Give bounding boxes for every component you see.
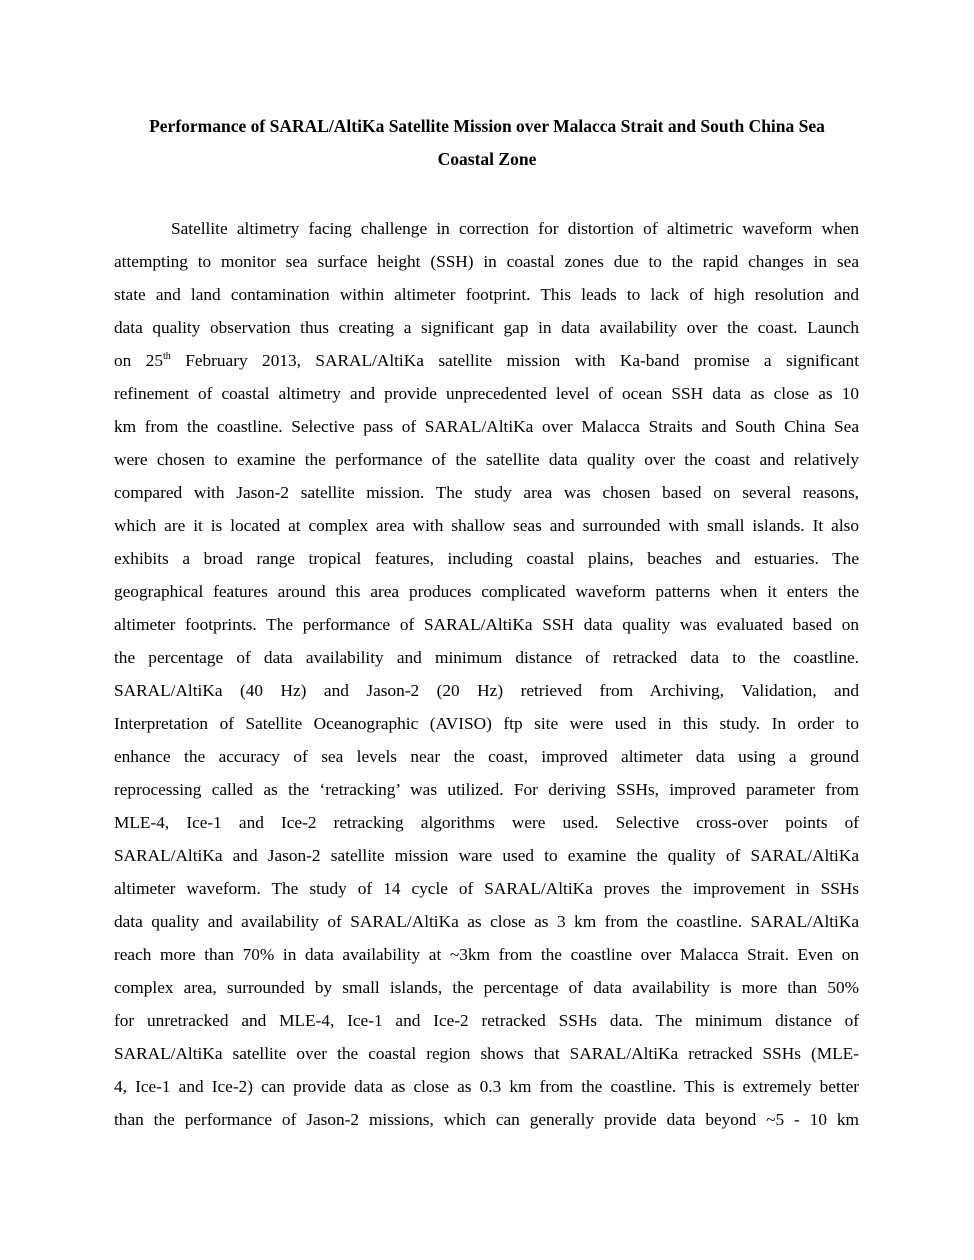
text-line: for unretracked and MLE-4, Ice-1 and Ice-2 retracked SSHs data. The minimum distance of [114, 1011, 859, 1030]
title-line-1: Performance of SARAL/AltiKa Satellite Mission over Malacca Strait and South China Sea [149, 116, 825, 136]
text-line: SARAL/AltiKa (40 Hz) and Jason-2 (20 Hz) retrieved from Archiving, Validation, and [114, 681, 859, 700]
text-line: data quality observation thus creating a significant gap in data availability over the coast. Launch [114, 318, 859, 337]
text-line: MLE-4, Ice-1 and Ice-2 retracking algorithms were used. Selective cross-over points of [114, 813, 859, 832]
text-line: which are it is located at complex area with shallow seas and surrounded with small islands. It also [114, 516, 859, 535]
text-line: enhance the accuracy of sea levels near the coast, improved altimeter data using a ground [114, 747, 859, 766]
title-line-2: Coastal Zone [437, 149, 537, 169]
text-line: geographical features around this area produces complicated waveform patterns when it enters the [114, 582, 859, 601]
text-line: compared with Jason-2 satellite mission. The study area was chosen based on several reasons, [114, 483, 859, 502]
paper-title [100, 110, 874, 176]
text-line-with-superscript [114, 344, 859, 377]
ordinal-superscript: th [163, 351, 171, 363]
text-line: were chosen to examine the performance of the satellite data quality over the coast and relatively [114, 450, 859, 469]
text-line: data quality and availability of SARAL/AltiKa as close as 3 km from the coastline. SARAL/AltiKa [114, 912, 859, 931]
text-line: the percentage of data availability and minimum distance of retracked data to the coastline. [114, 648, 859, 667]
text-line: refinement of coastal altimetry and provide unprecedented level of ocean SSH data as close as 10 [114, 384, 859, 403]
text-line: state and land contamination within altimeter footprint. This leads to lack of high resolution and [114, 285, 859, 304]
text-line: SARAL/AltiKa and Jason-2 satellite mission ware used to examine the quality of SARAL/AltiKa [114, 846, 859, 865]
text-line: reprocessing called as the ‘retracking’ was utilized. For deriving SSHs, improved parameter from [114, 780, 859, 799]
text-line: altimeter footprints. The performance of SARAL/AltiKa SSH data quality was evaluated based on [114, 615, 859, 634]
abstract-paragraph [114, 212, 859, 1136]
date-prefix: on 25 [114, 351, 164, 370]
text-line: altimeter waveform. The study of 14 cycle of SARAL/AltiKa proves the improvement in SSHs [114, 879, 859, 898]
text-line: attempting to monitor sea surface height (SSH) in coastal zones due to the rapid changes in sea [114, 252, 859, 271]
text-line: exhibits a broad range tropical features, including coastal plains, beaches and estuaries. The [114, 549, 859, 568]
text-line: SARAL/AltiKa satellite over the coastal region shows that SARAL/AltiKa retracked SSHs (MLE- [114, 1044, 859, 1063]
text-line: than the performance of Jason-2 missions, which can generally provide data beyond ~5 - 10 km [114, 1110, 859, 1129]
text-line: Satellite altimetry facing challenge in correction for distortion of altimetric waveform when [171, 219, 859, 238]
text-line: km from the coastline. Selective pass of SARAL/AltiKa over Malacca Straits and South China Sea [114, 417, 859, 436]
date-suffix: February 2013, SARAL/AltiKa satellite mission with Ka-band promise a significant [170, 351, 859, 370]
text-line: 4, Ice-1 and Ice-2) can provide data as close as 0.3 km from the coastline. This is extremely better [114, 1077, 859, 1096]
text-line: reach more than 70% in data availability at ~3km from the coastline over Malacca Strait. Even on [114, 945, 859, 964]
text-line: Interpretation of Satellite Oceanographic (AVISO) ftp site were used in this study. In order to [114, 714, 859, 733]
text-line: complex area, surrounded by small islands, the percentage of data availability is more than 50% [114, 978, 859, 997]
